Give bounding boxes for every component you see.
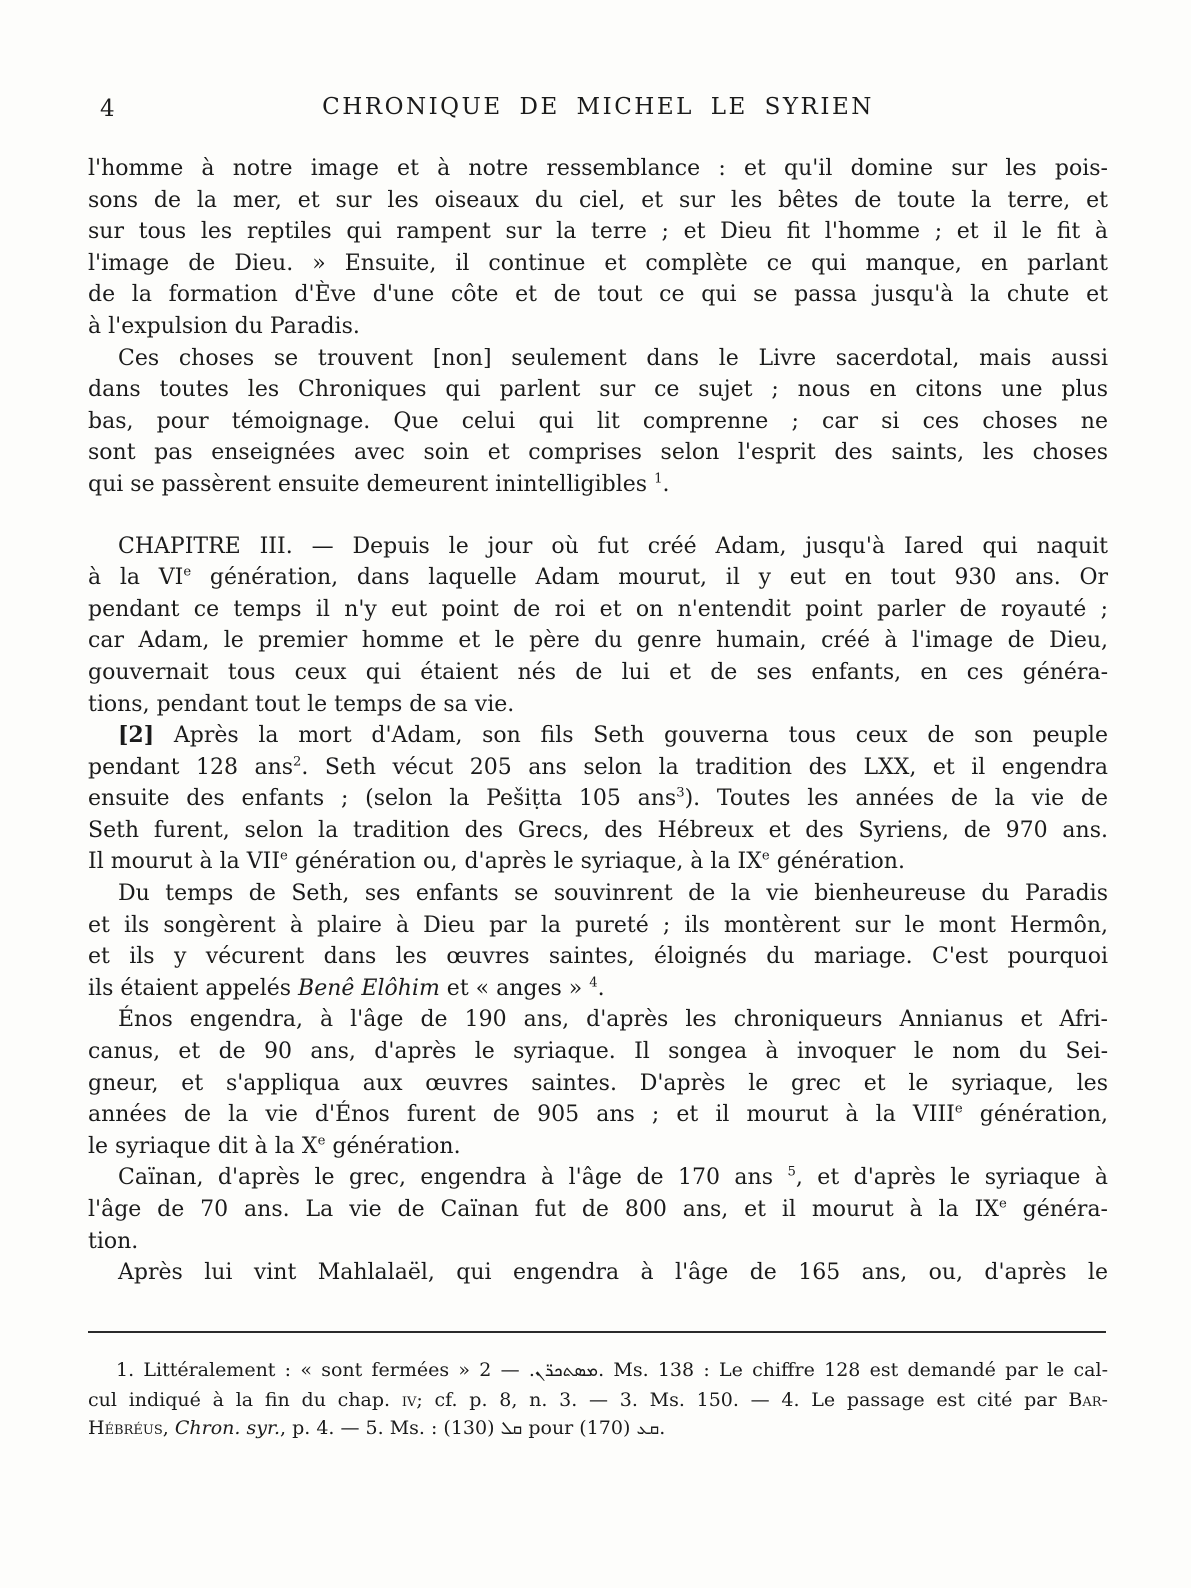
superscript-mark: e xyxy=(183,564,192,580)
text-segment: sont pas enseignées avec soin et comprises selon l'esprit des saints, les choses xyxy=(88,440,1108,466)
text-segment: sur tous les reptiles qui rampent sur la terre ; et Dieu fit l'homme ; et il le fit à xyxy=(88,219,1108,245)
text-line xyxy=(88,248,1108,280)
text-segment: génération, xyxy=(962,1102,1108,1128)
text-segment: Il mourut à la VII xyxy=(88,849,281,875)
text-line xyxy=(88,1226,1108,1258)
text-line xyxy=(88,910,1108,942)
footnote-line xyxy=(88,1386,1108,1415)
text-line xyxy=(88,406,1108,438)
footnote-line xyxy=(88,1356,1108,1386)
superscript-mark: e xyxy=(954,1101,963,1117)
text-segment: et ils y vécurent dans les œuvres saintes, éloignés du mariage. C'est pourquoi xyxy=(88,944,1108,970)
text-segment: pendant 128 ans xyxy=(88,754,294,780)
text-segment: qui se passèrent ensuite demeurent inintelligibles xyxy=(88,471,655,497)
text-segment: . xyxy=(662,471,670,497)
text-line xyxy=(88,594,1108,626)
text-segment: (130) pour xyxy=(443,1417,580,1439)
footnote-divider xyxy=(88,1331,1106,1333)
text-line xyxy=(88,846,1108,878)
text-line xyxy=(88,153,1108,185)
text-line xyxy=(88,1099,1108,1131)
text-segment: à l'expulsion du Paradis. xyxy=(88,313,360,339)
superscript-mark: e xyxy=(317,1133,326,1149)
text-segment: généra- xyxy=(1006,1197,1108,1222)
running-title: CHRONIQUE DE MICHEL LE SYRIEN xyxy=(322,94,874,120)
text-line xyxy=(88,941,1108,973)
superscript-mark: 5 xyxy=(787,1165,796,1181)
text-line xyxy=(88,531,1108,563)
paragraph xyxy=(88,1257,1108,1289)
text-line xyxy=(88,374,1108,406)
paragraph xyxy=(88,720,1108,878)
text-segment: pendant ce temps il n'y eut point de roi et on n'entendit point parler de royauté ; xyxy=(88,596,1108,622)
text-segment: et « anges » xyxy=(439,975,590,1001)
superscript-mark: 1 xyxy=(654,471,663,487)
text-line xyxy=(88,783,1108,815)
paragraph xyxy=(88,153,1108,343)
text-segment: , xyxy=(162,1417,175,1439)
text-segment: Seth furent, selon la tradition des Grecs, des Hébreux et des Syriens, de 970 ans. xyxy=(88,817,1108,843)
text-segment: gneur, et s'appliqua aux œuvres saintes. D'après le grec et le syriaque, les xyxy=(88,1070,1108,1096)
superscript-mark: e xyxy=(761,849,770,865)
text-segment: génération, dans laquelle Adam mourut, il y eut en tout 930 ans. Or xyxy=(191,565,1108,591)
text-segment: Hébréus xyxy=(88,1417,163,1439)
text-line xyxy=(88,562,1108,594)
text-line xyxy=(88,878,1108,910)
text-segment: ܩܠ xyxy=(500,1418,523,1439)
running-head xyxy=(88,94,1108,126)
text-segment: et ils songèrent à plaire à Dieu par la pureté ; ils montèrent sur le mont Hermôn, xyxy=(88,912,1108,938)
text-line xyxy=(88,311,1108,343)
text-line xyxy=(88,1036,1108,1068)
text-segment: Énos engendra, à l'âge de 190 ans, d'après les chroniqueurs Annianus et Afri- xyxy=(118,1007,1108,1033)
text-segment: génération. xyxy=(325,1133,461,1159)
text-segment: l'image de Dieu. » Ensuite, il continue et complète ce qui manque, en parlant xyxy=(88,250,1108,276)
paragraph xyxy=(88,343,1108,501)
text-segment: génération. xyxy=(769,849,905,875)
text-segment: de la formation d'Ève d'une côte et de tout ce qui se passa jusqu'à la chute et xyxy=(88,282,1108,308)
text-segment: dans toutes les Chroniques qui parlent sur ce sujet ; nous en citons une plus xyxy=(88,377,1108,403)
text-line xyxy=(88,815,1108,847)
text-segment: Chron. syr. xyxy=(174,1417,280,1439)
text-segment: ܩܥ xyxy=(636,1418,660,1439)
text-line xyxy=(88,973,1108,1005)
text-line xyxy=(88,625,1108,657)
body-text xyxy=(88,153,1108,1289)
text-segment: sons de la mer, et sur les oiseaux du ciel, et sur les bêtes de toute la terre, et xyxy=(88,187,1108,213)
text-line xyxy=(88,437,1108,469)
text-line xyxy=(88,343,1108,375)
text-segment: bas, pour témoignage. Que celui qui lit comprenne ; car si ces choses ne xyxy=(88,408,1108,434)
text-line xyxy=(88,1162,1108,1194)
text-line xyxy=(88,469,1108,501)
text-segment: ܡܣܬܟܪ̈ܢ xyxy=(534,1360,599,1381)
text-segment: , et d'après le syriaque à xyxy=(795,1165,1108,1191)
text-line xyxy=(88,1194,1108,1226)
text-segment: CHAPITRE III. — Depuis le jour où fut créé Adam, jusqu'à Iared qui naquit xyxy=(118,533,1108,559)
text-segment: années de la vie d'Énos furent de 905 ans ; et il mourut à la VIII xyxy=(88,1102,955,1128)
footnotes-block xyxy=(88,1356,1108,1444)
text-segment: l'homme à notre image et à notre ressemblance : et qu'il domine sur les pois- xyxy=(88,156,1108,181)
text-line xyxy=(88,1257,1108,1289)
text-segment: canus, et de 90 ans, d'après le syriaque. Il songea à invoquer le nom du Sei- xyxy=(88,1039,1108,1065)
superscript-mark: e xyxy=(998,1196,1007,1212)
text-line xyxy=(88,279,1108,311)
text-segment: le syriaque dit à la X xyxy=(88,1133,318,1159)
text-segment: Après lui vint Mahlalaël, qui engendra à l'âge de 165 ans, ou, d'après le xyxy=(118,1260,1108,1286)
text-line xyxy=(88,185,1108,217)
text-segment: Après la mort d'Adam, son fils Seth gouverna tous ceux de son peuple xyxy=(154,723,1108,749)
text-line xyxy=(88,689,1108,721)
text-segment: (170). xyxy=(579,1417,666,1439)
text-line xyxy=(88,1068,1108,1100)
text-line xyxy=(88,720,1108,752)
text-segment: [2] xyxy=(118,722,155,749)
text-segment: . xyxy=(597,975,605,1001)
footnote-line xyxy=(88,1414,1108,1444)
text-segment: ils étaient appelés xyxy=(88,975,299,1001)
superscript-mark: 4 xyxy=(589,975,598,991)
superscript-mark: 2 xyxy=(293,754,302,770)
text-segment: Caïnan, d'après le grec, engendra à l'âge de 170 ans xyxy=(118,1165,788,1191)
text-segment: Benê Elôhim xyxy=(298,975,440,1001)
text-segment: 1. Littéralement : « sont fermées » xyxy=(116,1359,480,1381)
text-line xyxy=(88,216,1108,248)
superscript-mark: 3 xyxy=(676,785,685,801)
text-segment: Bar- xyxy=(1068,1388,1108,1411)
paragraph xyxy=(88,878,1108,1004)
paragraph xyxy=(88,1004,1108,1162)
page-number: 4 xyxy=(100,96,115,122)
text-segment: . — 2. Ms. 138 : Le chiffre 128 est demandé par le cal- xyxy=(479,1359,1108,1381)
text-segment: Du temps de Seth, ses enfants se souvinrent de la vie bienheureuse du Paradis xyxy=(118,881,1108,907)
text-segment: cul indiqué à la fin du chap. xyxy=(88,1388,402,1411)
text-segment: . Seth vécut 205 ans selon la tradition des LXX, et il engendra xyxy=(301,754,1108,780)
text-segment: tion. xyxy=(88,1228,139,1254)
paragraph xyxy=(88,1162,1108,1257)
text-segment: ). Toutes les années de la vie de xyxy=(684,786,1108,812)
text-line xyxy=(88,1131,1108,1163)
superscript-mark: e xyxy=(280,849,288,865)
text-segment: gouvernait tous ceux qui étaient nés de lui et de ses enfants, en ces généra- xyxy=(88,659,1108,685)
text-segment: ensuite des enfants ; (selon la Pešiṭta 105 ans xyxy=(88,786,677,812)
chapter-paragraph xyxy=(88,531,1108,721)
text-segment: iv xyxy=(401,1388,417,1411)
text-segment: l'âge de 70 ans. La vie de Caïnan fut de 800 ans, et il mourut à la IX xyxy=(88,1197,999,1222)
text-segment: tions, pendant tout le temps de sa vie. xyxy=(88,691,515,717)
text-segment: car Adam, le premier homme et le père du genre humain, créé à l'image de Dieu, xyxy=(88,628,1108,654)
text-segment: génération ou, d'après le syriaque, à la IX xyxy=(287,849,762,875)
text-line xyxy=(88,752,1108,784)
text-segment: , p. 4. — 5. Ms. : xyxy=(280,1417,444,1439)
text-segment: ; cf. p. 8, n. 3. — 3. Ms. 150. — 4. Le passage est cité par xyxy=(416,1388,1069,1411)
text-line xyxy=(88,657,1108,689)
text-segment: Ces choses se trouvent [non] seulement dans le Livre sacerdotal, mais aussi xyxy=(118,345,1108,371)
text-line xyxy=(88,1004,1108,1036)
text-segment: à la VI xyxy=(88,565,184,591)
